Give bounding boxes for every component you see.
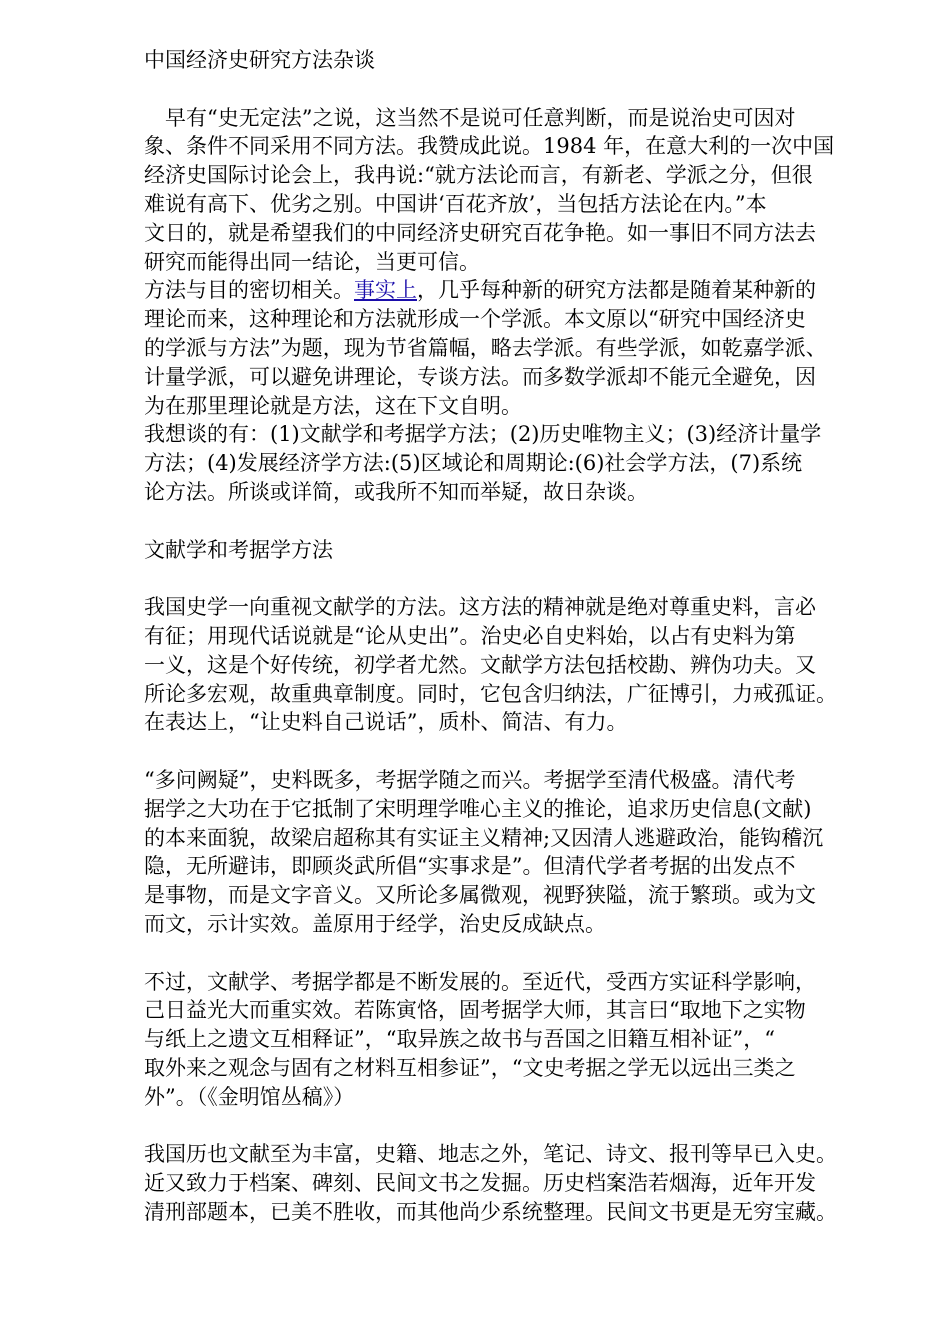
blank-line [144,1111,884,1140]
text-line: 研究而能得出同一结论，当更可信。 [144,249,480,274]
text-line: 早有“史无定法”之说，这当然不是说可任意判断，而是说治史可因对 [165,105,796,130]
intro-paragraph-3 [144,420,884,506]
text-line: 所论多宏观，故重典章制度。同时，它包含归纳法，广征博引，力戒孤证。 [144,681,837,706]
fact-link[interactable]: 事实上 [354,278,417,303]
text-line: 计量学派，可以避免讲理论，专谈方法。而多数学派却不能元全避免，因 [144,364,816,389]
text-line: 经济史国际讨论会上，我冉说:“就方法论而言，有新老、学派之分，但很 [144,163,813,188]
text-line: 取外来之观念与固有之材料互相参证”，“文史考据之学无以远出三类之 [144,1055,796,1080]
intro-paragraph-1 [144,104,884,277]
text-line: 的本来面貌，故梁启超称其有实证主义精神;又因清人逃避政治，能钩稽沉 [144,825,824,850]
intro-paragraph-2 [144,276,884,420]
text-line: 我想谈的有：(1)文献学和考据学方法；(2)历史唯物主义；(3)经济计量学 [144,422,822,447]
text-line: “多问阙疑”，史料既多，考据学随之而兴。考据学至清代极盛。清代考 [144,767,796,792]
text-line: 清刑部题本，已美不胜收，而其他尚少系统整理。民间文书更是无穷宝藏。 [144,1199,837,1224]
text-line: 近又致力于档案、碑刻、民间文书之发掘。历史档案浩若烟海，近年开发 [144,1171,816,1196]
text-segment: ，几乎每种新的研究方法都是随着某种新的 [417,278,816,303]
text-line: 论方法。所谈或详简，或我所不知而举疑，故日杂谈。 [144,479,648,504]
document-page [144,46,884,1227]
text-line: 在表达上，“让史料自己说话”，质朴、简洁、有力。 [144,710,628,735]
document-title: 中国经济史研究方法杂谈 [144,48,375,72]
text-segment: 方法与目的密切相关。 [144,278,354,303]
section-heading: 文献学和考据学方法 [144,537,333,562]
section-paragraph-3 [144,968,884,1112]
text-line: 方法；(4)发展经济学方法:(5)区域论和周期论:(6)社会学方法，(7)系统 [144,451,803,476]
section-paragraph-4 [144,1140,884,1226]
text-line: 我国历也文献至为丰富，史籍、地志之外，笔记、诗文、报刊等早已入史。 [144,1142,837,1167]
text-line: 我国史学一向重视文献学的方法。这方法的精神就是绝对尊重史料，言必 [144,595,816,620]
section-paragraph-2 [144,766,884,939]
text-line: 而文，示计实效。盖原用于经学，治史反成缺点。 [144,911,606,936]
text-line: 隐，无所避讳，即顾炎武所倡“实事求是”。但清代学者考据的出发点不 [144,854,796,879]
text-line: 是事物，而是文字音义。又所论多属微观，视野狭隘，流于繁琐。或为文 [144,883,816,908]
text-line: 有征；用现代话说就是“论从史出”。治史必自史料始，以占有史料为第 [144,623,796,648]
text-line: 据学之大功在于它抵制了宋明理学唯心主义的推论，追求历史信息(文献) [144,796,812,821]
text-line: 象、条件不同采用不同方法。我赞成此说。1984 年，在意大利的一次中国 [144,134,835,159]
text-line [144,276,884,305]
blank-line [144,737,884,766]
text-line: 文日的，就是希望我们的中同经济史研究百花争艳。如一事旧不同方法去 [144,220,816,245]
text-line: 的学派与方法”为题，现为节省篇幅，略去学派。有些学派，如乾嘉学派、 [144,335,827,360]
blank-line [144,75,884,104]
text-line: 为在那里理论就是方法，这在下文自明。 [144,393,522,418]
blank-line [144,939,884,968]
text-line: 一义，这是个好传统，初学者尤然。文献学方法包括校勘、辨伪功夫。又 [144,652,816,677]
text-line: 难说有高下、优劣之别。中国讲‘百花齐放’，当包括方法论在内。”本 [144,191,767,216]
section-paragraph-1 [144,593,884,737]
text-line: 与纸上之遗文互相释证”，“取异族之故书与吾国之旧籍互相补证”，“ [144,1027,775,1052]
text-line: 不过，文献学、考据学都是不断发展的。至近代，受西方实证科学影响， [144,969,816,994]
text-line: 理论而来，这种理论和方法就形成一个学派。本文原以“研究中国经济史 [144,307,806,332]
text-line: 外”。（《金明馆丛稿》） [144,1084,355,1109]
blank-line [144,564,884,593]
blank-line [144,507,884,536]
text-line: 己日益光大而重实效。若陈寅恪，固考据学大师，其言曰“取地下之实物 [144,998,806,1023]
